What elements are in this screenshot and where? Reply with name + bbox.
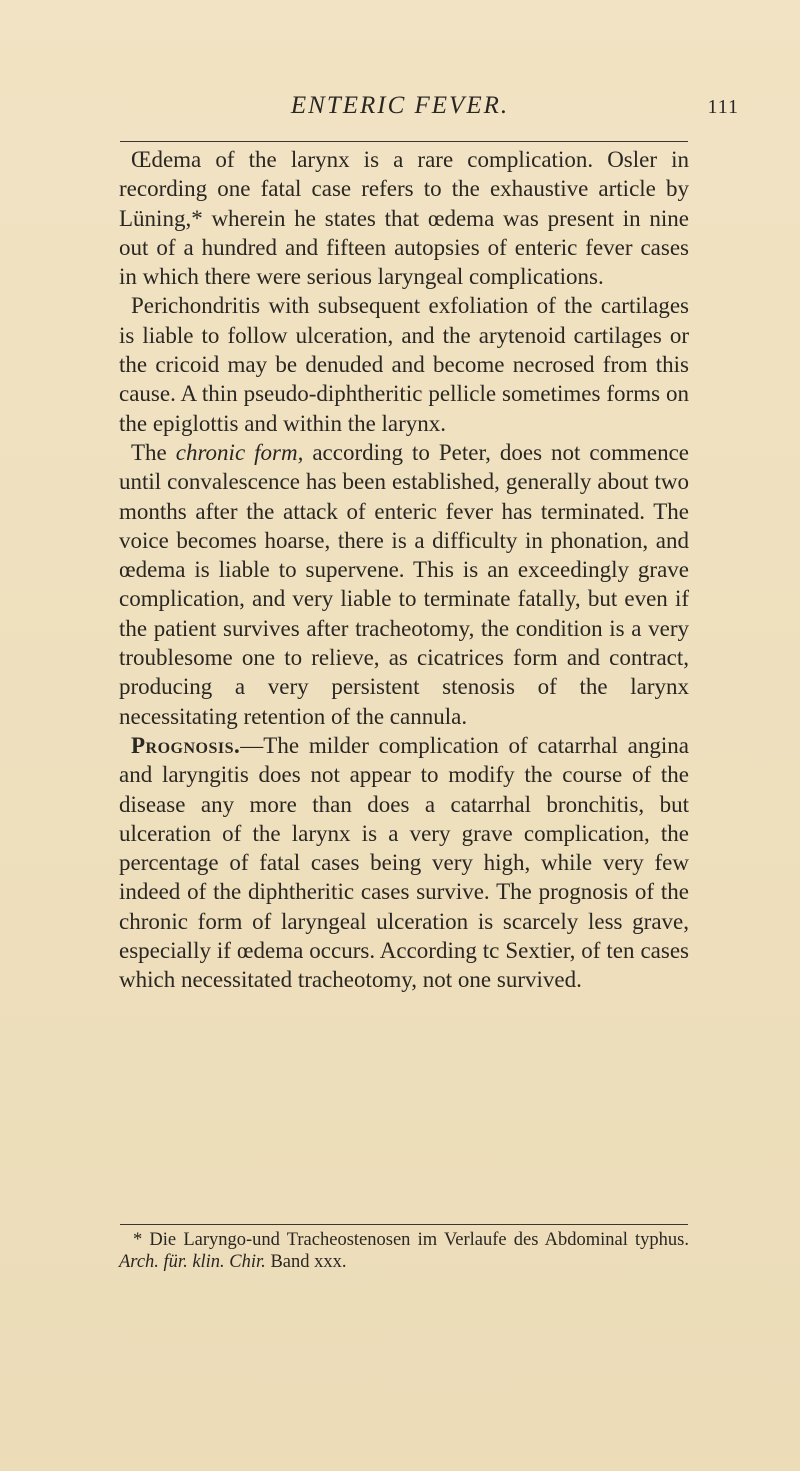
paragraph-perichondritis-text: Perichondritis with subsequent exfoliation of the cartilages is liable to follow ulceration, and the arytenoid cartilages or the cricoid may be denuded and become necrosed from this cause. A thin pseudo-diphtheritic pellicle sometimes forms on the epiglottis and within the larynx. <box>119 293 689 436</box>
running-head <box>0 92 800 132</box>
running-title: ENTERIC FEVER. <box>290 92 510 119</box>
paragraph-perichondritis <box>119 291 689 437</box>
chronic-lead: The <box>131 439 167 465</box>
paragraph-chronic-form <box>119 438 689 731</box>
footnote-journal: Arch. für. klin. Chir. <box>119 1252 266 1272</box>
footnote-text: * Die Laryngo-und Tracheostenosen im Verlaufe des Abdominal typhus. <box>133 1230 689 1250</box>
paragraph-oedema-text: Œdema of the larynx is a rare complication. Osler in recording one fatal case refers to the exhaustive article by Lüning,* wherein he states that œdema was present in nine out of a hundred and fifteen autopsies of enteric fever cases in which there were serious laryngeal complications. <box>119 147 689 290</box>
chronic-rest: according to Peter, does not commence until convalescence has been established, generally about two months after the attack of enteric fever has terminated. The voice becomes hoarse, there is a difficulty in phonation, and œdema is liable to supervene. This is an exceedingly grave complication, and very liable to terminate fatally, but even if the patient survives after tracheotomy, the condition is a very troublesome one to relieve, as cicatrices form and contract, producing a very persistent stenosis of the larynx necessitating retention of the cannula. <box>119 439 690 729</box>
prognosis-heading: Prognosis. <box>131 732 241 758</box>
body-text <box>119 145 689 995</box>
header-rule <box>120 141 688 142</box>
page-number: 111 <box>707 96 739 118</box>
paragraph-prognosis <box>119 731 689 995</box>
footnote-rule <box>120 1224 688 1225</box>
footnote-volume: Band xxx. <box>270 1252 347 1272</box>
prognosis-rest: —The milder complication of catarrhal angina and laryngitis does not appear to modify the course of the disease any more than does a catarrhal bronchitis, but ulceration of the larynx is a very grave complication, the percentage of fatal cases being very high, while very few indeed of the diphtheritic cases survive. The prognosis of the chronic form of laryngeal ulceration is scarcely less grave, especially if œdema occurs. According tc Sextier, of ten cases which necessitated tracheotomy, not one survived. <box>119 732 689 993</box>
footnote <box>119 1229 689 1273</box>
footnote-paragraph <box>119 1229 689 1273</box>
paragraph-oedema <box>119 145 689 291</box>
chronic-form-emphasis: chronic form, <box>175 439 304 465</box>
